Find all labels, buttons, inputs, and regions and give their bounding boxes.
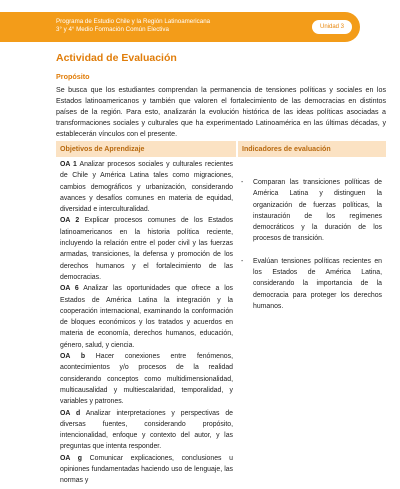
objective-item xyxy=(60,408,233,453)
purpose-paragraph: Se busca que los estudiantes comprendan la permanencia de tensiones políticas y sociales en los Estados latinoamericanos y también que valoren el fortalecimiento de las democracias en distintos países de la región. Para esto, analizarán la evolución histórica de las ideas políticas asociadas a transformaciones sociales y culturales que ha experimentado Latinoamérica en las últimas décadas, y establecerán vínculos con el presente. xyxy=(56,86,386,138)
objective-item xyxy=(60,215,233,283)
list-dash: - xyxy=(241,179,244,186)
objective-text: Analizar procesos sociales y culturales recientes de Chile y América Latina tales como migraciones, cambios demográficos y urbanización, considerando avances y desafíos comunes en materia de equidad, diversidad e interculturalidad. xyxy=(60,161,234,214)
objective-code: OA g xyxy=(60,454,82,462)
banner-bar xyxy=(0,12,360,42)
objective-item xyxy=(60,351,233,407)
unit-badge: Unidad 3 xyxy=(312,20,352,34)
objective-code: OA b xyxy=(60,353,86,361)
objective-item xyxy=(60,159,233,215)
objective-code: OA 2 xyxy=(60,217,80,225)
objective-code: OA d xyxy=(60,409,81,417)
program-info xyxy=(56,18,210,34)
objective-text: Explicar procesos comunes de los Estados latinoamericanos en la historia política reciente, incluyendo la relación entre el poder civil y las fuerzas armadas, transiciones, la defensa y promoción de los derechos humanos y el fortalecimiento de las democracias. xyxy=(60,217,233,281)
indicator-item xyxy=(241,256,382,312)
header-banner xyxy=(0,12,400,42)
program-level: 3° y 4° Medio Formación Común Electiva xyxy=(56,26,169,33)
column-header-indicators: Indicadores de evaluación xyxy=(237,141,386,157)
indicator-item xyxy=(241,177,382,245)
objective-item xyxy=(60,283,233,351)
objectives-table xyxy=(56,141,386,489)
objective-text: Analizar interpretaciones y perspectivas de diversas fuentes, considerando propósito, intencionalidad, enfoque y contexto del autor, y las preguntas que intenta responder. xyxy=(60,409,233,451)
page-title: Actividad de Evaluación xyxy=(56,52,177,64)
indicators-cell xyxy=(237,157,386,489)
list-dash: - xyxy=(241,257,244,265)
table-header-row xyxy=(56,141,386,157)
indicator-text: Evalúan tensiones políticas recientes en los Estados de América Latina, considerando la importancia de la democracia para proteger los derechos humanos. xyxy=(253,257,382,310)
objective-item xyxy=(60,453,233,487)
table-row xyxy=(56,157,386,489)
objective-code: OA 6 xyxy=(60,285,79,293)
column-header-objectives: Objetivos de Aprendizaje xyxy=(56,141,237,157)
objective-text: Analizar las oportunidades que ofrece a los Estados de América Latina la integración y la cooperación internacional, examinando la conformación de bloques económicos y los tratados y acuerdos en materia de economía, derechos humanos, educación, género, salud, y ciencia. xyxy=(60,285,234,349)
section-heading: Propósito xyxy=(56,72,90,81)
objective-text: Comunicar explicaciones, conclusiones u opiniones fundamentadas haciendo uso de lenguaje, las normas y xyxy=(60,454,233,485)
objective-text: Hacer conexiones entre fenómenos, acontecimientos y/o procesos de la realidad considerando conceptos como multidimensionalidad, multicausalidad y multiescalaridad, temporalidad, y variables y patrones. xyxy=(60,353,233,406)
objectives-cell xyxy=(56,157,237,489)
indicator-text: Comparan las transiciones políticas de América Latina y distinguen la organización de fuerzas políticas, la instauración de los regímenes democráticos y la duración de los procesos de transición. xyxy=(253,179,382,243)
program-title: Programa de Estudio Chile y la Región Latinoamericana xyxy=(56,18,211,25)
objective-code: OA 1 xyxy=(60,161,77,168)
